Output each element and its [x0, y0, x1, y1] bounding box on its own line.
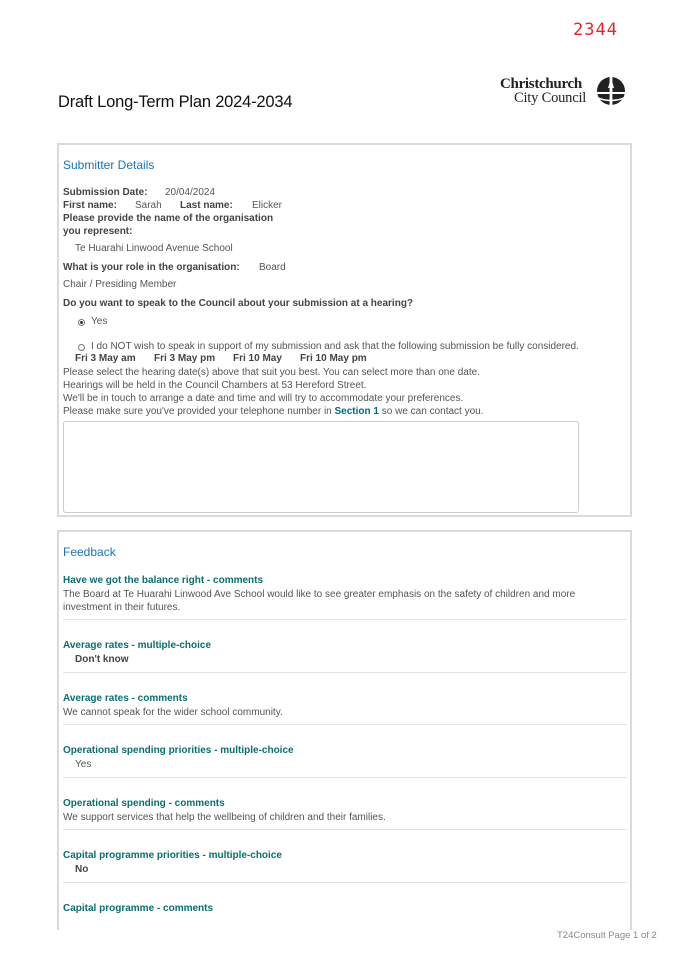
first-name-label: First name:	[63, 200, 117, 211]
feedback-question: Average rates - comments	[63, 693, 188, 704]
role-value: Board	[259, 262, 286, 273]
divider	[63, 777, 627, 778]
feedback-question: Capital programme priorities - multiple-choice	[63, 850, 282, 861]
section-1-link[interactable]: Section 1	[334, 406, 379, 417]
hearing-date-option[interactable]: Fri 3 May am	[75, 353, 136, 364]
role-label: What is your role in the organisation:	[63, 262, 240, 273]
submission-date-label: Submission Date:	[63, 187, 148, 198]
feedback-question: Average rates - multiple-choice	[63, 640, 212, 651]
feedback-answer: The Board at Te Huarahi Linwood Ave School would like to see greater emphasis on the safety of children and more investment in their futures.	[63, 589, 576, 613]
hearing-info-line	[63, 406, 484, 417]
hearing-info-line: Please select the hearing date(s) above that suit you best. You can select more than one date.	[63, 367, 480, 378]
logo-line-2: City Council	[514, 90, 587, 106]
hearing-no-label: I do NOT wish to speak in support of my submission and ask that the following submission be fully considered.	[91, 341, 579, 352]
role-detail: Chair / Presiding Member	[63, 279, 177, 290]
feedback-answer: Don't know	[75, 654, 129, 665]
feedback-answer: We cannot speak for the wider school community.	[63, 707, 283, 718]
hearing-date-option[interactable]: Fri 10 May pm	[300, 353, 367, 364]
hearing-date-option[interactable]: Fri 3 May pm	[154, 353, 216, 364]
divider	[63, 829, 627, 830]
organisation-value: Te Huarahi Linwood Avenue School	[75, 243, 233, 254]
council-logo	[500, 76, 628, 108]
page-footer: T24Consult Page 1 of 2	[557, 930, 657, 941]
feedback-answer: Yes	[75, 759, 92, 770]
divider	[63, 619, 627, 620]
submission-date-value: 20/04/2024	[165, 187, 216, 198]
feedback-answer: No	[75, 864, 89, 875]
feedback-question: Operational spending priorities - multiple-choice	[63, 745, 294, 756]
hearing-yes-label: Yes	[91, 316, 108, 327]
org-question-line-2: you represent:	[63, 226, 133, 237]
hearing-yes-radio[interactable]	[78, 319, 85, 326]
divider	[63, 672, 627, 673]
first-name-value: Sarah	[135, 200, 162, 211]
divider	[63, 882, 627, 883]
info-text: Please make sure you've provided your telephone number in	[63, 406, 335, 417]
feedback-question: Operational spending - comments	[63, 798, 225, 809]
info-text: so we can contact you.	[378, 406, 484, 417]
hearing-date-option[interactable]: Fri 10 May	[233, 353, 282, 364]
logo-line-1: Christchurch	[500, 76, 582, 92]
page-number: 2344	[573, 20, 618, 40]
document-title: Draft Long-Term Plan 2024-2034	[58, 93, 293, 111]
divider	[63, 724, 627, 725]
feedback-question: Capital programme - comments	[63, 903, 214, 914]
hearing-question: Do you want to speak to the Council about your submission at a hearing?	[63, 298, 414, 309]
feedback-question: Have we got the balance right - comments	[63, 575, 264, 586]
hearing-info-line: Hearings will be held in the Council Chambers at 53 Hereford Street.	[63, 380, 367, 391]
feedback-panel	[57, 530, 632, 930]
submitter-details-panel	[57, 143, 632, 517]
org-question-line-1: Please provide the name of the organisation	[63, 213, 274, 224]
last-name-value: Elicker	[252, 200, 283, 211]
feedback-answer: We support services that help the wellbeing of children and their families.	[63, 812, 386, 823]
last-name-label: Last name:	[180, 200, 233, 211]
feedback-section-title: Feedback	[63, 545, 116, 559]
cathedral-emblem-icon	[595, 76, 627, 106]
hearing-no-radio[interactable]	[78, 344, 85, 351]
hearing-info-line: We'll be in touch to arrange a date and time and will try to accommodate your preferences.	[63, 393, 464, 404]
submission-text-area[interactable]	[63, 421, 579, 513]
submitter-section-title: Submitter Details	[63, 158, 155, 172]
